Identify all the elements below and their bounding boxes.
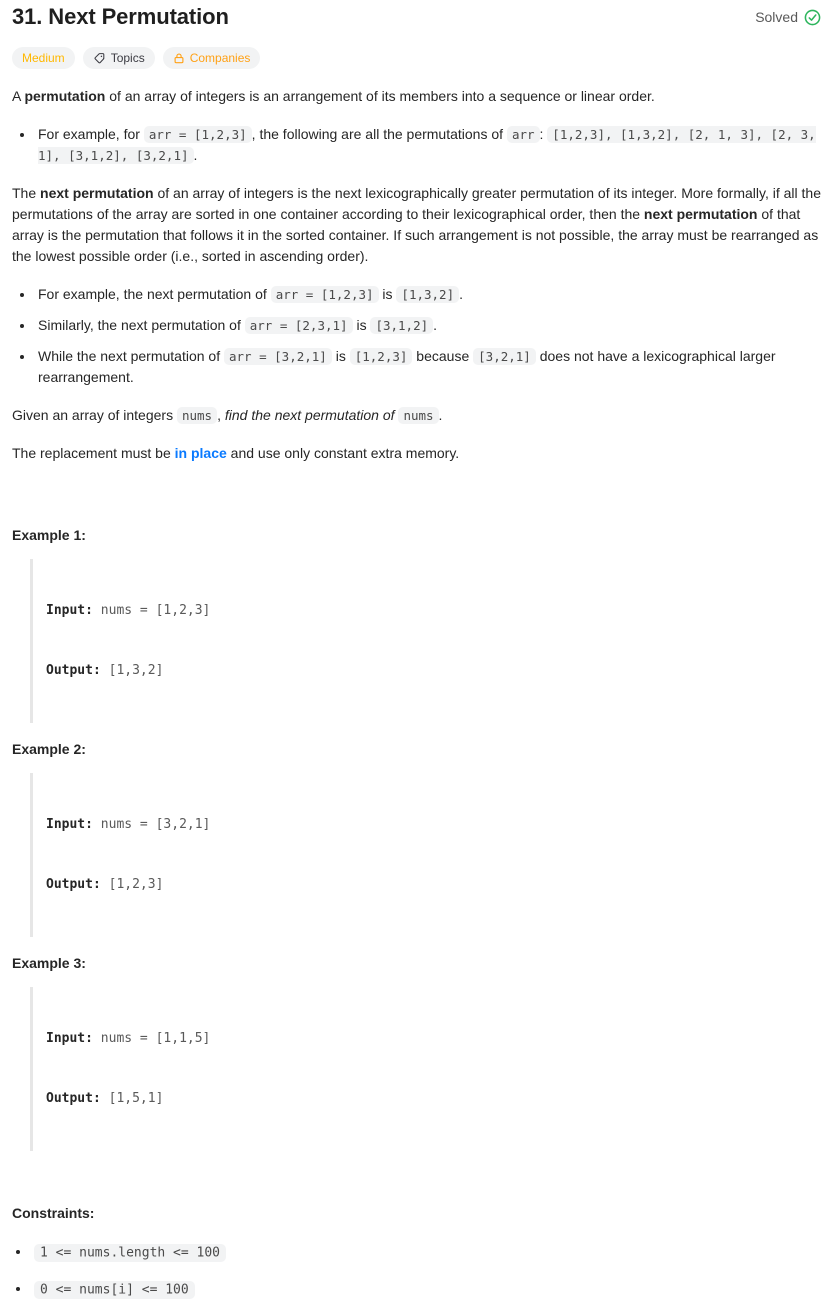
- constraints-list: [12, 1241, 821, 1300]
- intro-paragraph: [12, 86, 821, 107]
- text-run: .: [193, 147, 198, 163]
- text-run: For example, the next permutation of: [38, 286, 271, 302]
- list-item: [35, 315, 821, 336]
- italic-text: find the next permutation of: [224, 407, 395, 423]
- example-1-block: [30, 559, 821, 723]
- inline-code: arr = [1,2,3]: [271, 286, 379, 303]
- text-run: .: [459, 286, 463, 302]
- text-run: .: [438, 407, 443, 423]
- example-2-title: Example 2:: [12, 741, 86, 757]
- text-run: of an array of integers is an arrangement of its members into a sequence or linear order.: [105, 88, 655, 104]
- text-run: Given an array of integers: [12, 407, 177, 423]
- output-line: [46, 875, 813, 895]
- solved-status: [755, 9, 821, 26]
- solved-label: Solved: [755, 9, 798, 25]
- badges-row: [12, 47, 821, 69]
- input-label: Input:: [46, 603, 93, 618]
- task-paragraph: [12, 405, 821, 426]
- problem-header: [12, 4, 821, 30]
- example-3-block: [30, 987, 821, 1151]
- spacer: [12, 481, 821, 509]
- spacer: [12, 1167, 821, 1187]
- text-run: of an array of integers is the next lexicographically greater permutation of its integer. More formally, if all the permutations of the array are sorted in one container according to their lexicographical order, then the: [12, 185, 821, 222]
- bold-text: next permutation: [643, 206, 758, 222]
- topics-badge[interactable]: [83, 47, 155, 69]
- text-run: is: [352, 317, 371, 333]
- inline-code: arr: [507, 126, 540, 143]
- output-value: [1,3,2]: [108, 663, 164, 678]
- output-label: Output:: [46, 663, 101, 678]
- page-title: 31. Next Permutation: [12, 4, 229, 29]
- inline-code: [3,2,1]: [473, 348, 536, 365]
- input-line: [46, 1029, 813, 1049]
- list-item: [35, 124, 821, 166]
- input-value: nums = [1,2,3]: [100, 603, 211, 618]
- text-run: ,: [217, 407, 225, 423]
- inline-code: [3,1,2]: [370, 317, 433, 334]
- output-label: Output:: [46, 877, 101, 892]
- companies-label: Companies: [189, 51, 251, 65]
- text-run: and use only constant extra memory.: [226, 445, 460, 461]
- text-run: The: [12, 185, 41, 201]
- replacement-paragraph: [12, 443, 821, 464]
- definition-paragraph: [12, 183, 821, 267]
- difficulty-badge: Medium: [12, 47, 75, 69]
- inline-code: [1,2,3]: [350, 348, 413, 365]
- text-run: .: [433, 317, 438, 333]
- output-label: Output:: [46, 1091, 101, 1106]
- bold-text: next permutation: [40, 185, 154, 201]
- inline-code: nums: [398, 407, 438, 424]
- text-run: The replacement must be: [12, 445, 175, 461]
- input-label: Input:: [46, 817, 93, 832]
- input-line: [46, 601, 813, 621]
- constraint-item: [31, 1241, 821, 1263]
- inline-code: arr = [1,2,3]: [144, 126, 252, 143]
- text-run: Similarly, the next permutation of: [38, 317, 245, 333]
- text-run: is: [378, 286, 397, 302]
- text-run: is: [331, 348, 350, 364]
- example-2-block: [30, 773, 821, 937]
- text-run: because: [412, 348, 474, 364]
- topics-label: Topics: [110, 51, 145, 65]
- output-value: [1,5,1]: [108, 1091, 164, 1106]
- input-line: [46, 815, 813, 835]
- list-item: [35, 346, 821, 388]
- constraint-code: 1 <= nums.length <= 100: [34, 1244, 226, 1262]
- text-run: A: [12, 88, 25, 104]
- output-value: [1,2,3]: [108, 877, 164, 892]
- input-label: Input:: [46, 1031, 93, 1046]
- constraints-title: Constraints:: [12, 1205, 95, 1221]
- constraint-item: [31, 1278, 821, 1300]
- text-run: , the following are all the permutations of: [251, 126, 507, 142]
- bold-text: permutation: [24, 88, 106, 104]
- list-item: [35, 284, 821, 305]
- output-line: [46, 661, 813, 681]
- lock-icon: [173, 52, 185, 65]
- inline-code: [1,2,3], [1,3,2], [2, 1, 3], [2, 3, 1], [3,1,2], [3,2,1]: [38, 127, 816, 163]
- constraint-code: 0 <= nums[i] <= 100: [34, 1281, 195, 1299]
- text-run: While the next permutation of: [38, 348, 224, 364]
- example-3-title: Example 3:: [12, 955, 86, 971]
- input-value: nums = [3,2,1]: [100, 817, 211, 832]
- example-1-title: Example 1:: [12, 527, 86, 543]
- text-run: of that array is the permutation that follows it in the sorted container. If such arrangement is not possible, the array must be rearranged as the lowest possible order (i.e., sorted in ascending order).: [12, 206, 819, 264]
- inline-code: nums: [177, 407, 217, 424]
- check-circle-icon: [804, 9, 821, 26]
- companies-badge[interactable]: [163, 47, 261, 69]
- in-place-link[interactable]: in place: [174, 445, 227, 461]
- output-line: [46, 1089, 813, 1109]
- inline-code: [1,3,2]: [396, 286, 459, 303]
- input-value: nums = [1,1,5]: [100, 1031, 211, 1046]
- text-run: :: [539, 126, 548, 142]
- permutations-example-list: [12, 124, 821, 166]
- text-run: For example, for: [38, 126, 144, 142]
- next-permutation-examples-list: [12, 284, 821, 388]
- inline-code: arr = [3,2,1]: [224, 348, 332, 365]
- text-run: does not have a lexicographical larger rearrangement.: [38, 348, 776, 385]
- tag-icon: [93, 52, 106, 65]
- inline-code: arr = [2,3,1]: [245, 317, 353, 334]
